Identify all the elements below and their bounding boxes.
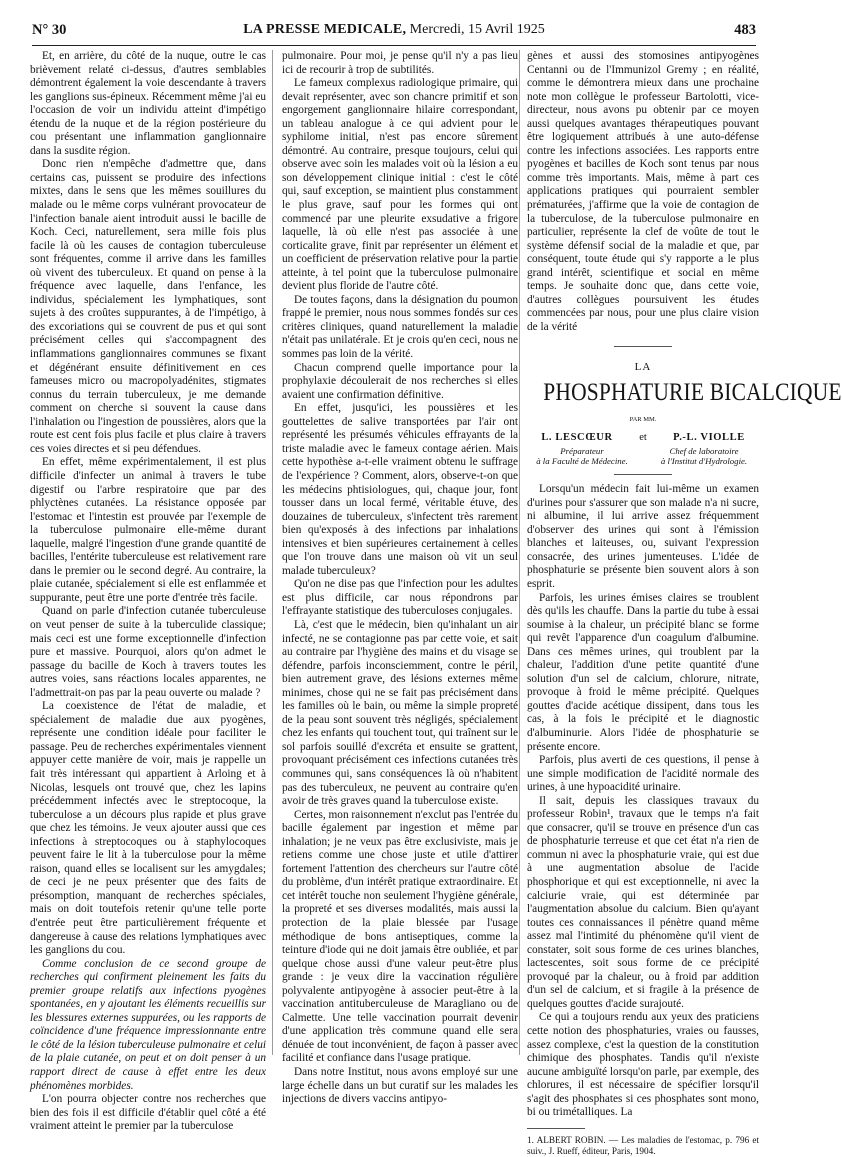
author-name: P.-L. VIOLLE	[673, 431, 745, 443]
byline-par: PAR MM.	[629, 416, 657, 424]
paragraph: Dans notre Institut, nous avons employé sur une large échelle dans un but curatif sur les malades les injections de divers vaccins antipyo-	[282, 1066, 518, 1106]
paragraph: Parfois, plus averti de ces questions, il pense à une simple modification de l'acidité normale des urines, à une hypoacidité urinaire.	[527, 754, 759, 794]
paragraph: De toutes façons, dans la désignation du poumon frappé le premier, nous nous sommes fondés sur ces critères cliniques, quand naturellement la maladie n'était pas unilatérale. Et je crois qu'en ceci, nous ne sommes pas loin de la vérité.	[282, 293, 518, 361]
author-conjunction: et	[639, 431, 647, 443]
paragraph: Il sait, depuis les classiques travaux du professeur Robin¹, travaux que le temps n'a fait que consacrer, qu'il se trouve en présence d'un cas de phosphaturie terreuse et que cet état n'a rien de commun ni avec la phosphaturie vraie, qui est due à une augmentation absolue de l'acide phosphorique et qui est exceptionnelle, ni avec la calciurie vraie, qui est déterminée par l'augmentation absolue du calcium. Bien qu'ayant toutes ces connaissances il pénètre quand même assez mal l'intimité du phénomène qu'il vient de constater, soit sous forme de ces urines blanches, lactescentes, soit sous forme de ce précipité provoqué par la chaleur, ou à froid par addition d'un sel de calcium, et si fragile à la présence de quelques gouttes d'acide surajouté.	[527, 794, 759, 1010]
paragraph: Là, c'est que le médecin, bien qu'inhalant un air infecté, ne se contagionne pas par cette voie, et sait au contraire par l'hygiène des mains et du visage se défendre, parfois inconsciemment, contre le péril, bien autrement grave, des lésions externes même minimes, chose qui ne se fait pas précisément dans les familles où le bain, ou même la simple propreté de la peau sont souvent très négligés, spécialement chez les enfants qui touchent tout, qui traînent sur le sol parfois souillé d'excréta et ensuite se grattent, provoquant précisément ces infections cutanées très communes qui, sans conséquences là où n'habitent pas des tuberculeux, ne peuvent au contraire qu'en avoir de très graves quand la tuberculose existe.	[282, 618, 518, 808]
page-header	[32, 22, 756, 44]
section-rule	[614, 346, 672, 347]
paragraph: Certes, mon raisonnement n'exclut pas l'entrée du bacille également par ingestion et même par inhalation; je ne veux pas être exclusiviste, mais je retiens comme une chose juste et utile d'attirer fortement l'attention des chercheurs sur l'autre côté du problème, d'un intérêt pratique extraordinaire. Et cet intérêt touche non seulement l'hygiène générale, la propreté et ses diverses modalités, mais aussi la protection de la plaie blessée par l'usage méthodique de bons antiseptiques, comme la teinture d'iode qui ne doit jamais être oubliée, et par quelque chose aussi d'une valeur peut-être plus grande : je veux dire la vaccination régulière polyvalente antipyogène à associer peut-être à la vaccination antituberculeuse de Maragliano ou de Calmette. Une telle vaccination pourrait devenir d'une application très commune quand elle sera dénuée de tout inconvénient, de façon à passer avec facilité et confiance dans l'usage pratique.	[282, 808, 518, 1065]
column-3	[527, 50, 842, 1156]
paragraph: Ce qui a toujours rendu aux yeux des praticiens cette notion des phosphaturies, vraies ou fausses, assez complexe, c'est la question de la constitution chimique des phosphates. Tandis qu'il n'existe aucune ambiguïté lorsqu'on parle, par exemple, des chlorures, il est nécessaire de spécifier lorsqu'il s'agit des phosphates si ces phosphates sont mono, bi ou trimétalliques. La	[527, 1011, 759, 1119]
author-roles	[527, 446, 759, 466]
role-line: à l'Institut d'Hydrologie.	[660, 456, 748, 467]
article-title: PHOSPHATURIE BICALCIQUE	[543, 379, 842, 407]
paragraph: pulmonaire. Pour moi, je pense qu'il n'y a pas lieu ici de recourir à trop de subtilités.	[282, 50, 518, 76]
issue-number: N° 30	[32, 22, 67, 38]
author-name: L. LESCŒUR	[541, 431, 613, 443]
header-rule	[32, 45, 756, 46]
paragraph: En effet, jusqu'ici, les poussières et les gouttelettes de salive transportées par l'air ont représenté les présumés véhicules effrayants de la triste maladie avec le fameux contage aérien. Mais cette hypothèse a-t-elle vraiment obtenu le suffrage de l'expérience ? Comment, alors, observe-t-on que les médecins phtisiologues, qui, chaque jour, font tousser dans un local fermé, véritable étuve, des douzaines de tuberculeux, s'infectent très rarement bien qu'exposés à des infections par inhalations intensives et bien supérieures certainement à celles que l'on trouve dans une maison où vit un seul malade tuberculeux?	[282, 402, 518, 577]
column-2	[282, 50, 518, 1106]
column-1	[30, 50, 266, 1133]
paragraph: La coexistence de l'état de maladie, et spécialement de maladie due aux pyogènes, représente une condition idéale pour faciliter le passage. Peu de recherches expérimentales viennent appuyer cette manière de voir, mais je rappelle un fait très intéressant qui appartient à Arloing et à Nicolas, lesquels ont trouvé que, chez les lapins précédemment infectés avec le streptocoque, la tuberculose a un décours plus rapide et plus grave que chez les témoins. Je veux ajouter aussi que ces infections à streptocoques ou à staphylocoques peuvent faire le lit à la tuberculose pour la même raison, quand elles se localisent sur les amygdales; de ceci je ne peux présenter que des faits de présomption, manquant de recherches spéciales, mais on doit toutefois retenir qu'une telle porte d'entrée peut être particulièrement fréquente et dangereuse à cause des relations lymphatiques avec les ganglions du cou.	[30, 700, 266, 957]
paragraph: Chacun comprend quelle importance pour la prophylaxie découlerait de nos recherches si elles avaient une confirmation définitive.	[282, 361, 518, 401]
paragraph: L'on pourra objecter contre nos recherches que bien des fois il est difficile d'établir quel côté a été vraiment atteint le premier par la tuberculose	[30, 1093, 266, 1133]
column-divider	[519, 50, 520, 1055]
role-line: à la Faculté de Médecine.	[536, 456, 628, 467]
role-line: Préparateur	[560, 446, 604, 457]
authors-line	[527, 431, 759, 445]
author-role	[649, 446, 759, 466]
paragraph: Lorsqu'un médecin fait lui-même un examen d'urines pour s'assurer que son malade n'a ni sucre, ni albumine, il lui arrive assez fréquemment d'observer des urines qui sont à l'émission blanches et laiteuses, ou, suivant l'expression consacrée, des urines jumenteuses. L'idée de phosphaturie se présente bien souvent alors à son esprit.	[527, 483, 759, 590]
conclusion-paragraph: Comme conclusion de ce second groupe de recherches qui confirment pleinement les faits du premier groupe relatifs aux infections pyogènes spontanées, en y ajoutant les éléments recueillis sur les blessures externes suppurées, ou les rapports de coïncidence d'une fréquence impressionnante entre le côté de la lésion tuberculeuse pulmonaire et celui de la plaie cutanée, on peut et on doit penser à un rapport direct de cause à effet entre les deux phénomènes morbides.	[30, 957, 266, 1092]
paragraph: Et, en arrière, du côté de la nuque, outre le cas brièvement relaté ci-dessus, d'autres semblables démontrent également la voie descendante à travers les ganglions sus-épineux. Récemment même j'ai eu l'occasion de voir un individu atteint d'impétigo étendu de la nuque et de la région postérieure du cou présentant une inflammation ganglionnaire dans la susdite région.	[30, 50, 266, 157]
footnote-rule	[527, 1128, 585, 1129]
column-divider	[272, 50, 273, 1055]
section-rule	[614, 474, 672, 475]
page-number: 483	[734, 22, 756, 38]
paragraph: Qu'on ne dise pas que l'infection pour les adultes est plus difficile, car nous répondrons par l'effrayante statistique des tuberculoses conjugales.	[282, 578, 518, 618]
footnote: 1. ALBERT ROBIN. — Les maladies de l'estomac, p. 796 et suiv., J. Rueff, éditeur, Paris, 1904.	[527, 1134, 759, 1156]
article-kicker: LA	[634, 361, 652, 374]
paragraph: En effet, même expérimentalement, il est plus difficile d'infecter un animal à travers le tube digestif ou l'arbre respiratoire que par des phlyctènes cutanées. La résistance opposée par l'estomac et l'intestin est prouvée par l'exemple de la tuberculose pulmonaire elle-même durant laquelle, malgré l'ingestion d'une grande quantité de bacilles, l'entérite tuberculeuse est relativement rare dans le premier ou le second degré. Au contraire, la plaie cutanée, spécialement si elle est enflammée et suppurante, peut être une porte d'entrée très facile.	[30, 456, 266, 604]
journal-name: LA PRESSE MEDICALE,	[243, 22, 407, 37]
paragraph: Quand on parle d'infection cutanée tuberculeuse on veut penser de suite à la tuberculide classique; mais ceci est une forme exceptionnelle d'infection pure et massive. Pourquoi, alors qu'on admet le passage du bacille de Koch à travers toutes les autres voies, sans réactions locales apparentes, ne l'admettrait-on pas par la peau ouverte ou malade ?	[30, 605, 266, 699]
author-role	[527, 446, 637, 466]
paragraph: gènes et aussi des stomosines antipyogènes Centanni ou de l'Immunizol Gremy ; en réalité, comme le démontrera mieux dans une prochaine note mon collègue le professeur Bartolotti, vice-directeur, nous avons pu obtenir par ce moyen aussi quelques avantages thérapeutiques pouvant être logiquement attribués à une auto-défense contre les infections associées. Les rapports entre pyogènes et bacilles de Koch sont tenus par nous comme très importants. Mais, même à part ces applications pratiques qui pourraient sembler prématurées, j'affirme que la voie de contagion de la tuberculose, de la tuberculose pulmonaire en particulier, représente la clef de voûte de tout le système défensif social de la maladie et que, par conséquent, toute étude qui s'y rapporte a le plus grand intérêt, scientifique et social en même temps. Je souhaite donc que, dans cette voie, d'autres collègues poursuivent les études commencées par nous, pour une plus claire vision de la vérité	[527, 50, 759, 333]
role-line: Chef de laboratoire	[669, 446, 739, 457]
header-title	[32, 22, 756, 38]
issue-date: Mercredi, 15 Avril 1925	[409, 22, 545, 37]
paragraph: Donc rien n'empêche d'admettre que, dans certains cas, puissent se produire des infections mixtes, dans le sens que les mêmes souillures du malade ou le même corps vulnérant provocateur de l'infection banale aient introduit aussi le bacille de Koch. Ceci, naturellement, sera mille fois plus facile là où les causes de contagion tuberculeuse sont fréquentes, comme il arrive dans les familles où vivent des tuberculeux. Et quand on pense à la fréquence avec laquelle, dans l'enfance, les individus, spécialement les lymphatiques, sont sujets à des croûtes suppurantes, à de l'impétigo, à des excoriations qui se couvrent de pus et qui sont précisément celles qui s'accompagnent des inflammations ganglionnaires communes se fixant et dégénérant ensuite définitivement en ces fameuses micro ou macropolyadénites, stigmates connus du terrain tuberculeux, je me demande comment on cherche si souvent la cause dans l'inhalation ou l'ingestion de poussières, alors que la route est cent fois plus facile et plus claire à travers ces voies directes et si peu défendues.	[30, 158, 266, 455]
paragraph: Le fameux complexus radiologique primaire, qui devait représenter, avec son chancre primitif et son engorgement ganglionnaire hilaire correspondant, un tableau analogue à ce qui advient pour le syphilome initial, n'est pas encore sûrement démontré. Au contraire, presque toujours, celui qui observe avec soin les malades voit où la lésion a eu son développement clinique initial : c'est le côté qui, sauf exception, se maintient plus constamment le plus grave, sauf pour les formes qui ont commencé par une pleurite exsudative a frigore laquelle, là où elle n'est pas associée à une corticalite grave, finit par représenter un élément et un coefficient de préservation relative pour la partie atteinte, à tel point que la tuberculose pulmonaire devient plus floride de l'autre côté.	[282, 77, 518, 293]
paragraph: Parfois, les urines émises claires se troublent dès qu'ils les chauffe. Dans la partie du tube à essai soumise à la chaleur, un précipité blanc se forme qui revêt l'apparence d'un coagulum d'albumine. Dans ces mêmes urines, qui troublent par la chaleur, l'addition d'une petite quantité d'une solution d'un sel de calcium, chlorure, nitrate, provoque à froid le même précipité. Quelques gouttes d'acide acétique dissipent, dans tous les cas, à la fois le précipité et le diagnostic d'albuminurie. Alors l'idée de phosphaturie se présente encore.	[527, 591, 759, 753]
